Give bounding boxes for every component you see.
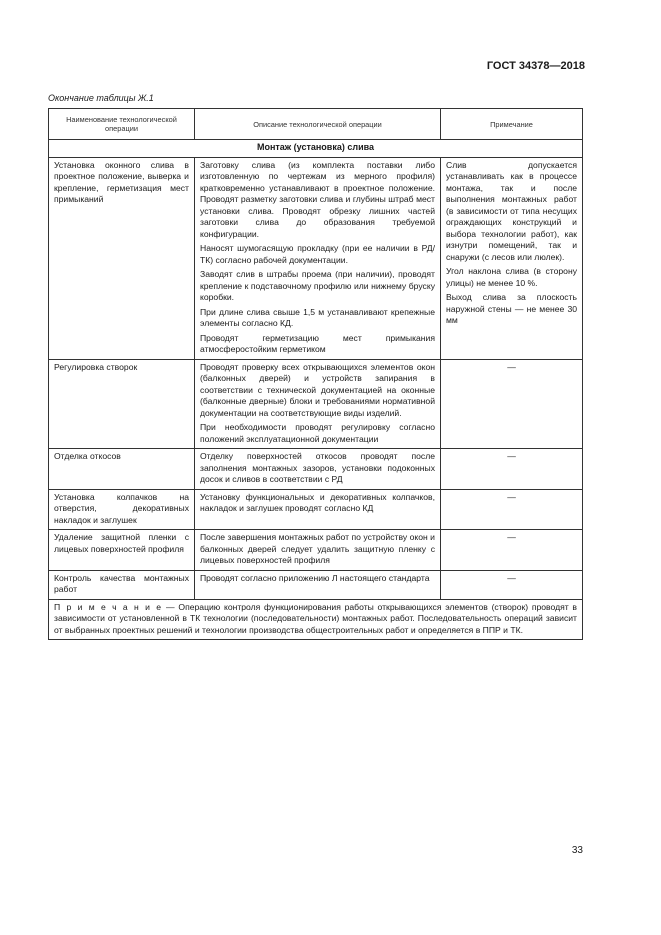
operations-table bbox=[48, 108, 583, 640]
note-paragraph: Слив допускается устанавливать как в процессе монтажа, так и после выполнения монтажных работ (в зависимости от типа несущих ограждающих конструкций и выбора технологии работ), как изнутри помещений, так и снаружи (с лесов или люлек). bbox=[446, 159, 577, 262]
operation-note bbox=[441, 157, 583, 359]
operation-name: Регулировка створок bbox=[49, 359, 195, 449]
operation-description: После завершения монтажных работ по устройству окон и балконных дверей следует удалить защитную пленку с лицевых поверхностей профиля bbox=[195, 530, 441, 571]
page-number: 33 bbox=[571, 845, 583, 856]
operation-name: Установка колпачков на отверстия, декоративных накладок и заглушек bbox=[49, 489, 195, 530]
table-row bbox=[49, 359, 583, 449]
table-row bbox=[49, 157, 583, 359]
table-footnote bbox=[49, 599, 583, 640]
section-title: Монтаж (установка) слива bbox=[49, 140, 583, 158]
table-caption: Окончание таблицы Ж.1 bbox=[48, 93, 154, 103]
description-paragraph: Наносят шумогасящую прокладку (при ее наличии в РД/ТК) согласно рабочей документации. bbox=[200, 243, 435, 265]
table-header-row bbox=[49, 109, 583, 140]
operation-note: — bbox=[441, 570, 583, 599]
operation-note: — bbox=[441, 530, 583, 571]
column-header-note: Примечание bbox=[441, 109, 583, 140]
operation-note: — bbox=[441, 359, 583, 449]
operation-name: Удаление защитной пленки с лицевых поверхностей профиля bbox=[49, 530, 195, 571]
note-paragraph: Выход слива за плоскость наружной стены — не менее 30 мм bbox=[446, 292, 577, 325]
description-paragraph: Заводят слив в штрабы проема (при наличии), проводят крепление к подставочному профилю или нижнему бруску коробки. bbox=[200, 269, 435, 302]
table-row bbox=[49, 570, 583, 599]
operation-note: — bbox=[441, 449, 583, 490]
footnote-text: — Операцию контроля функционирования работы открывающихся элементов (створок) проводят в зависимости от установленной в ТК технологии (последовательности) монтажных работ. Последовательность операций зависит от выбранных проектных решений и технологии производства общестроительных работ и определяется в ППР и ТК. bbox=[54, 601, 577, 635]
operation-description: Установку функциональных и декоративных колпачков, накладок и заглушек проводят согласно КД bbox=[195, 489, 441, 530]
section-row bbox=[49, 140, 583, 158]
operation-description bbox=[195, 157, 441, 359]
description-paragraph: При необходимости проводят регулировку согласно положений эксплуатационной документации bbox=[200, 422, 435, 444]
column-header-description: Описание технологической операции bbox=[195, 109, 441, 140]
table-row bbox=[49, 449, 583, 490]
operation-note: — bbox=[441, 489, 583, 530]
footnote-label: П р и м е ч а н и е bbox=[54, 601, 163, 612]
footnote-row bbox=[49, 599, 583, 640]
table-row bbox=[49, 489, 583, 530]
operation-description: Отделку поверхностей откосов проводят после заполнения монтажных зазоров, установки подоконных досок и сливов в соответствии с РД bbox=[195, 449, 441, 490]
note-paragraph: Угол наклона слива (в сторону улицы) не менее 10 %. bbox=[446, 266, 577, 288]
description-paragraph: Заготовку слива (из комплекта поставки либо изготовленную по чертежам из мерного профиля) кратковременно устанавливают в проектное положение. Проводят разметку заготовки слива и глубины штраб мест установки слива. Проводят обрезку лишних частей заготовки слива до образования требуемой конфигурации. bbox=[200, 159, 435, 239]
operation-description: Проводят согласно приложению Л настоящего стандарта bbox=[195, 570, 441, 599]
operation-name: Контроль качества монтажных работ bbox=[49, 570, 195, 599]
table-row bbox=[49, 530, 583, 571]
description-paragraph: Проводят проверку всех открывающихся элементов окон (балконных дверей) и устройств запирания в соответствии с технической документацией на оконные (балконные дверные) блоки и требованиями нормативной документации на соответствующие виды изделий. bbox=[200, 361, 435, 418]
operation-name: Установка оконного слива в проектное положение, выверка и крепление, герметизация мест примыканий bbox=[49, 157, 195, 359]
standard-header: ГОСТ 34378—2018 bbox=[486, 60, 585, 72]
description-paragraph: При длине слива свыше 1,5 м устанавливают крепежные элементы согласно КД. bbox=[200, 306, 435, 328]
description-paragraph: Проводят герметизацию мест примыкания атмосферостойким герметиком bbox=[200, 332, 435, 354]
column-header-name: Наименование технологической операции bbox=[49, 109, 195, 140]
operation-description bbox=[195, 359, 441, 449]
operation-name: Отделка откосов bbox=[49, 449, 195, 490]
